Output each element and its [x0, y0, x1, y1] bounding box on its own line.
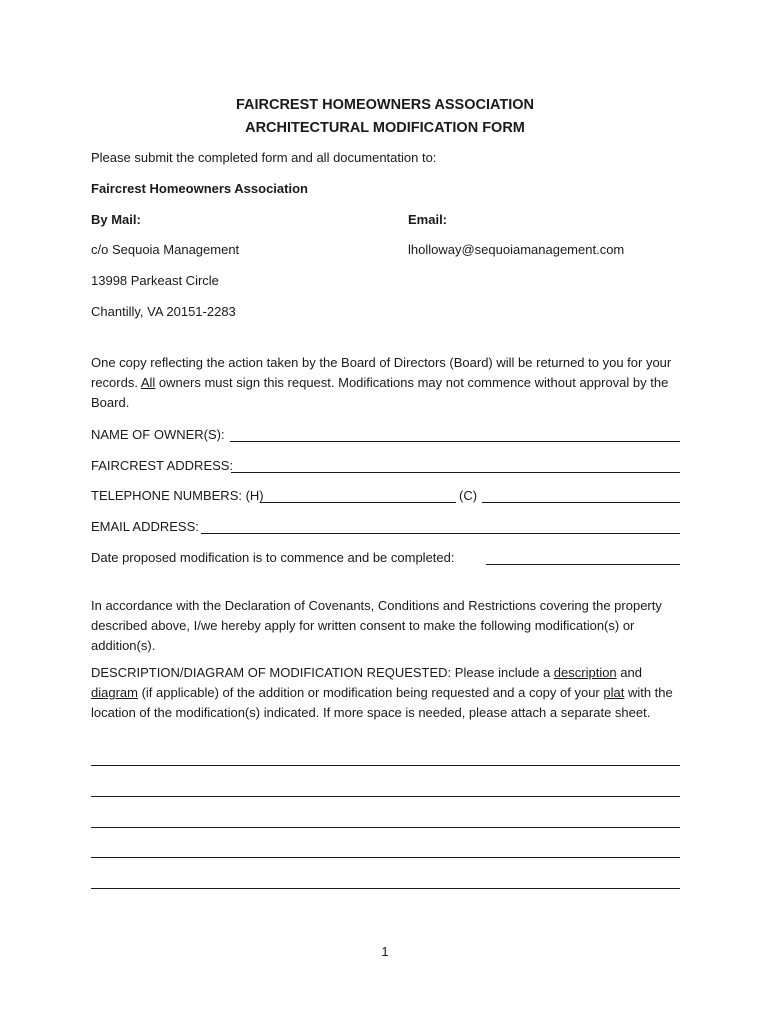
description-emphasis: description — [553, 665, 617, 680]
owner-name-input[interactable] — [232, 427, 678, 441]
address-underline — [231, 472, 680, 473]
address-input[interactable] — [233, 458, 678, 472]
address-line-2: 13998 Parkeast Circle — [91, 273, 219, 288]
address-line-3: Chantilly, VA 20151-2283 — [91, 304, 236, 319]
date-input[interactable] — [488, 550, 678, 564]
page-number: 1 — [381, 944, 389, 959]
owner-label: NAME OF OWNER(S): — [91, 427, 225, 442]
board-notice: One copy reflecting the action taken by the Board of Directors (Board) will be returned to you for your records. All owners must sign this request. Modifications may not commence without approval by the Board. — [91, 355, 672, 410]
email-underline — [201, 533, 680, 534]
email-address-input[interactable] — [203, 519, 678, 533]
all-emphasis: All — [140, 375, 156, 390]
title-line-1: FAIRCREST HOMEOWNERS ASSOCIATION — [235, 97, 535, 113]
email-heading: Email: — [408, 212, 448, 227]
cell-label: (C) — [459, 488, 478, 503]
description-line-1-input[interactable] — [92, 750, 678, 764]
accordance-paragraph: In accordance with the Declaration of Covenants, Conditions and Restrictions covering the property described above, I/we hereby apply for written consent to make the following modification(s) or addition(s). — [91, 598, 662, 653]
cell-phone-underline — [482, 502, 680, 503]
description-line-1 — [91, 765, 680, 766]
owner-underline — [230, 441, 680, 442]
description-line-3 — [91, 827, 680, 828]
description-line-2-input[interactable] — [92, 781, 678, 795]
description-line-2 — [91, 796, 680, 797]
description-line-3-input[interactable] — [92, 812, 678, 826]
cell-phone-input[interactable] — [484, 488, 678, 502]
submit-intro: Please submit the completed form and all documentation to: — [91, 150, 437, 165]
description-paragraph: DESCRIPTION/DIAGRAM OF MODIFICATION REQUESTED: Please include a description and diagram (if applicable) of the addition or modification being requested and a copy of your plat with the location of the modification(s) indicated. If more space is needed, please attach a separate sheet. — [91, 665, 673, 720]
email-address-label: EMAIL ADDRESS: — [91, 519, 199, 534]
address-label: FAIRCREST ADDRESS: — [91, 458, 234, 473]
description-line-5 — [91, 888, 680, 889]
title-line-2: ARCHITECTURAL MODIFICATION FORM — [245, 120, 525, 136]
contact-email: lholloway@sequoiamanagement.com — [408, 242, 625, 257]
home-phone-input[interactable] — [262, 488, 454, 502]
diagram-emphasis: diagram — [91, 685, 138, 700]
plat-emphasis: plat — [603, 685, 625, 700]
date-underline — [486, 564, 680, 565]
description-line-4-input[interactable] — [92, 842, 678, 856]
by-mail-label: By Mail: — [91, 212, 141, 227]
date-label: Date proposed modification is to commence and be completed: — [91, 550, 455, 565]
home-phone-underline — [260, 502, 456, 503]
org-name: Faircrest Homeowners Association — [91, 181, 308, 196]
description-line-5-input[interactable] — [92, 873, 678, 887]
description-line-4 — [91, 857, 680, 858]
address-line-1: c/o Sequoia Management — [91, 242, 240, 257]
telephone-label: TELEPHONE NUMBERS: (H) — [91, 488, 264, 503]
